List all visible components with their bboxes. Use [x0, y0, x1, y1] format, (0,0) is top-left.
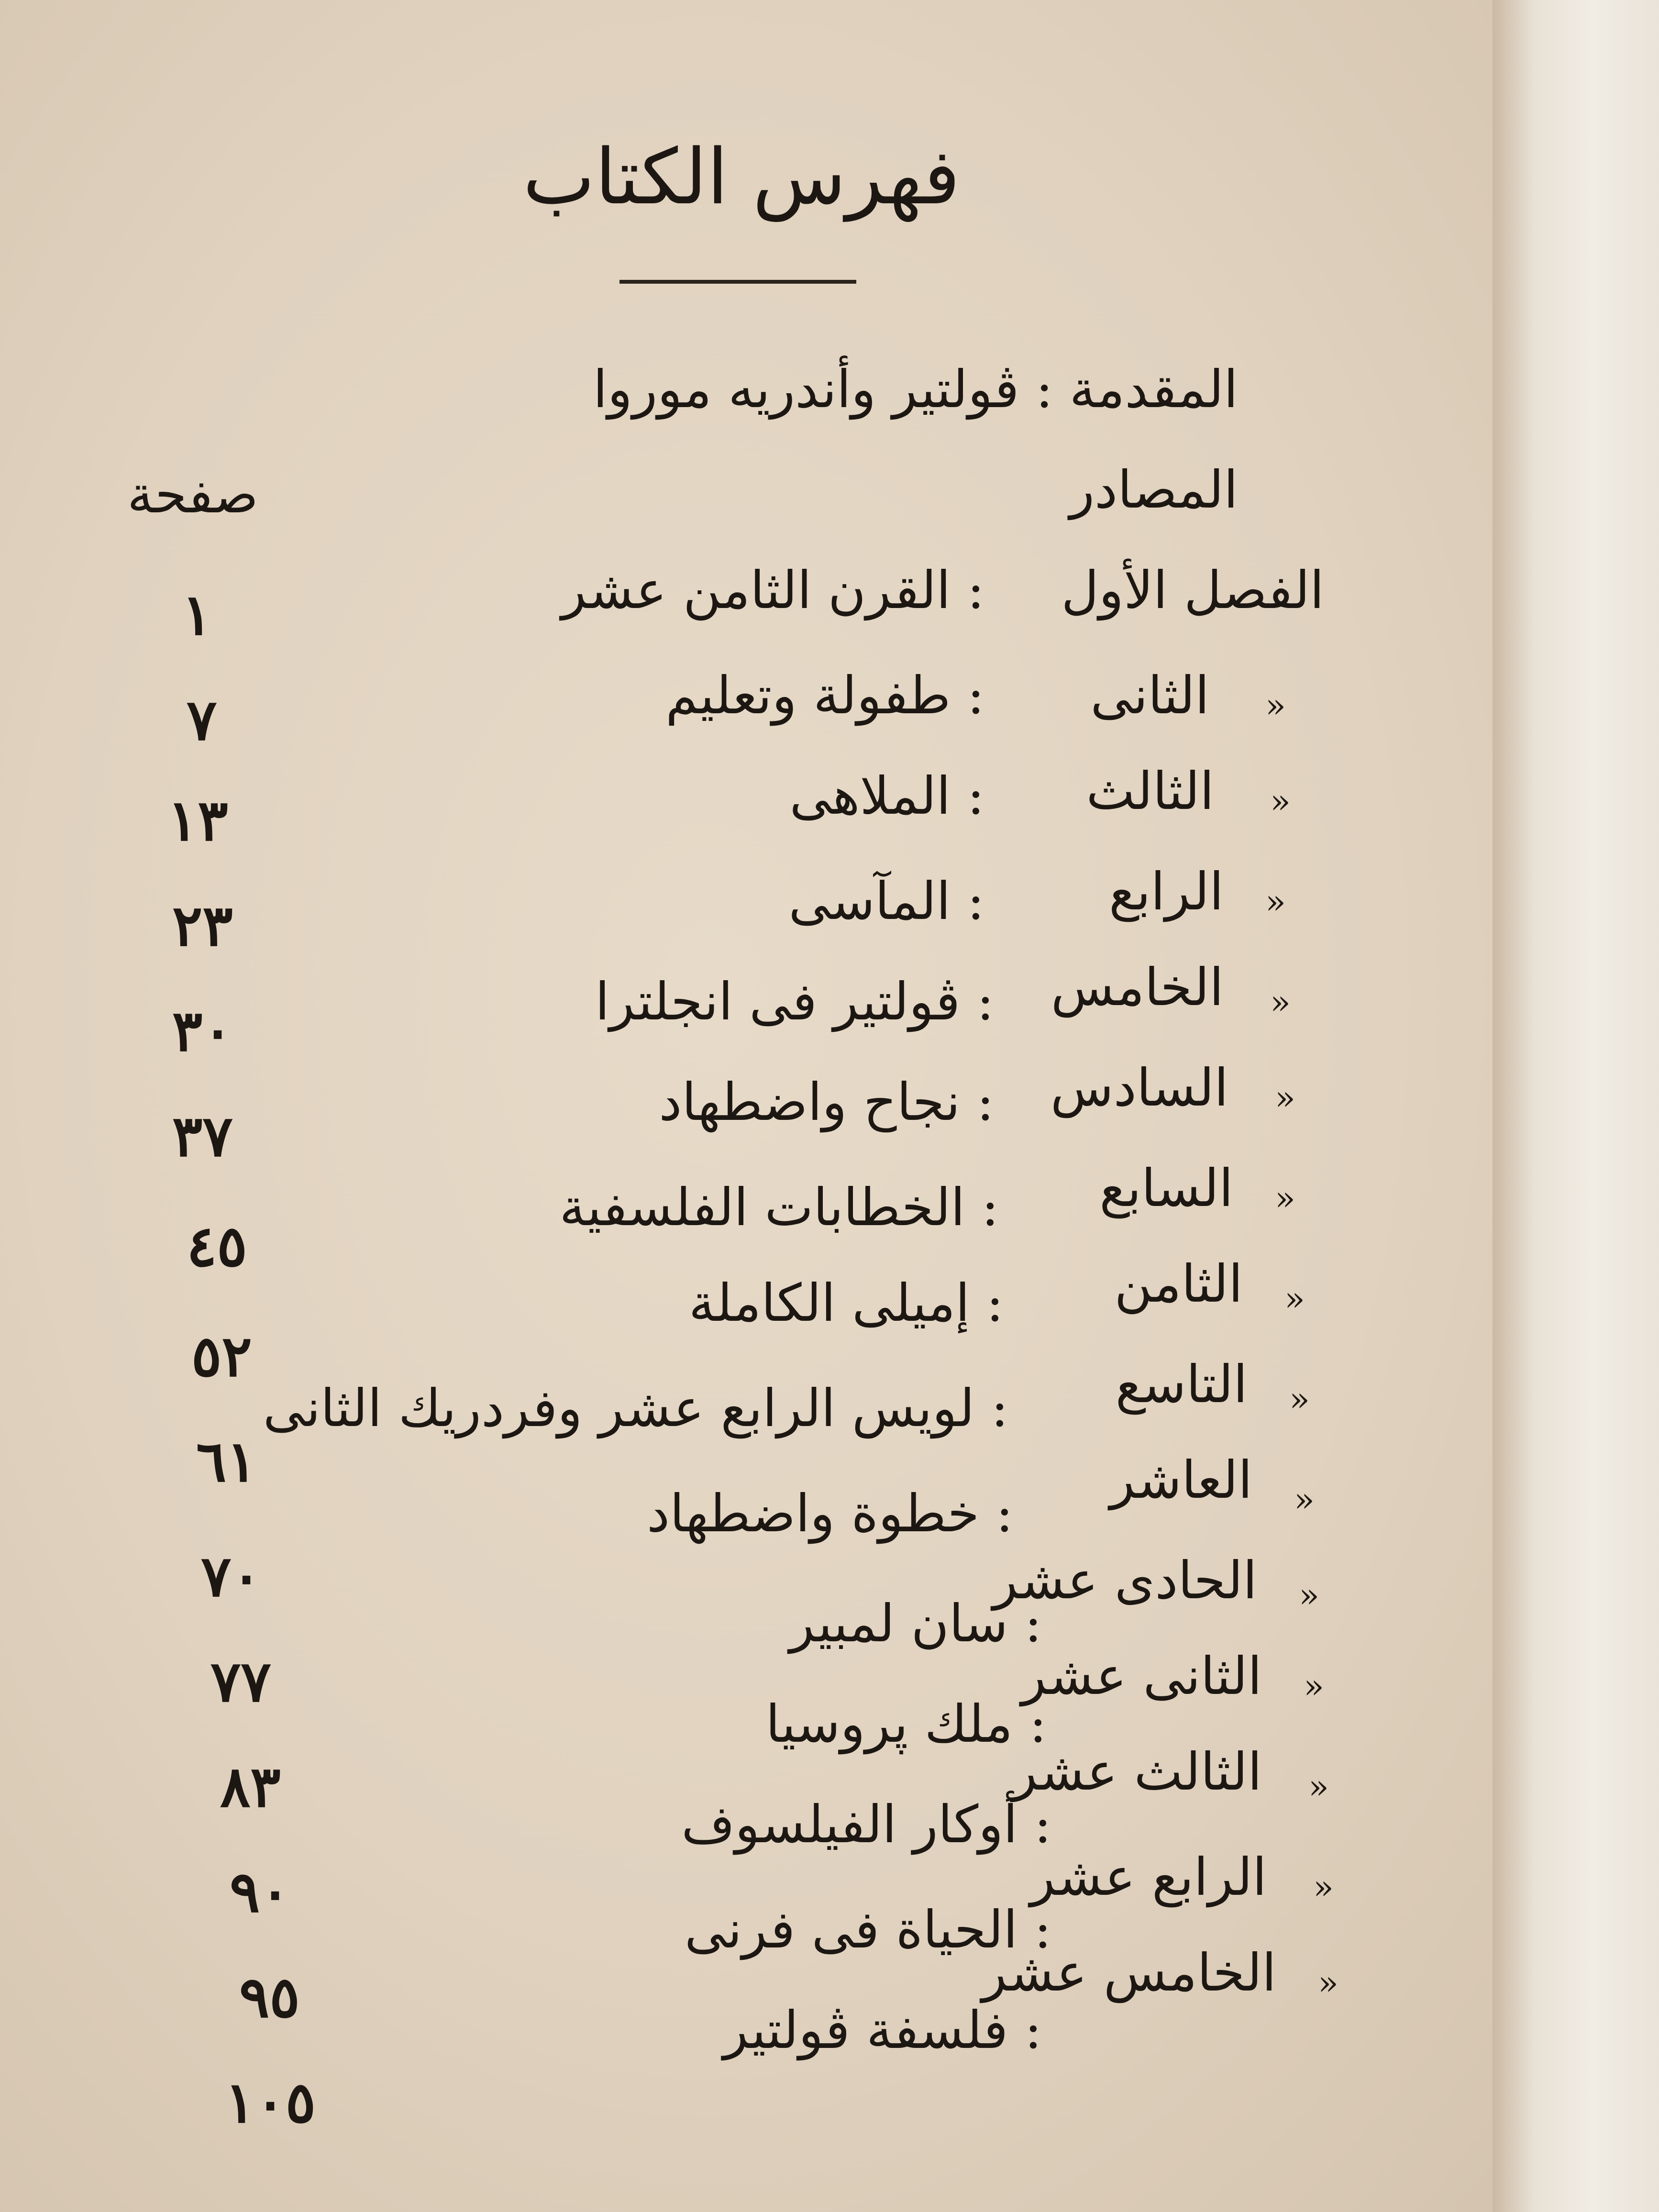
chapter-label: الثامن	[1114, 1254, 1243, 1314]
chapter-title: : نجاح واضطهاد	[659, 1073, 994, 1132]
chapter-label: الثالث عشر	[1012, 1742, 1262, 1802]
chapter-title: : المآسى	[788, 872, 984, 931]
chapter-title: : القرن الثامن عشر	[561, 561, 984, 620]
ditto-mark: «	[1284, 1279, 1305, 1318]
chapter-title: : ڤولتير فى انجلترا	[595, 972, 994, 1032]
chapter-title: : الحياة فى فرنى	[684, 1900, 1051, 1960]
chapter-page-number: ٢٣	[172, 892, 233, 959]
chapter-page-number: ٧٠	[201, 1543, 262, 1609]
chapter-page-number: ١٠٥	[225, 2069, 316, 2135]
ditto-mark: «	[1289, 1380, 1310, 1419]
chapter-page-number: ٦١	[196, 1428, 257, 1494]
chapter-page-number: ٥٢	[191, 1323, 252, 1389]
chapter-page-number: ٣٧	[172, 1103, 233, 1169]
ditto-mark: «	[1299, 1576, 1319, 1615]
ditto-mark: «	[1275, 1179, 1295, 1218]
ditto-mark: «	[1294, 1480, 1315, 1519]
chapter-page-number: ٩٠	[230, 1858, 290, 1925]
ditto-mark: «	[1313, 1868, 1334, 1907]
ditto-mark: «	[1304, 1667, 1324, 1706]
chapter-page-number: ٩٥	[239, 1964, 300, 2030]
chapter-title: : خطوة واضطهاد	[646, 1484, 1013, 1544]
chapter-label: الفصل الأول	[1061, 561, 1324, 620]
chapter-label: الثانى	[1090, 666, 1209, 726]
ditto-mark: «	[1270, 983, 1291, 1022]
chapter-page-number: ٧	[187, 686, 217, 753]
ditto-mark: «	[1270, 782, 1291, 821]
chapter-title: : الملاهى	[789, 766, 984, 826]
chapter-label: التاسع	[1115, 1355, 1248, 1415]
chapter-label: الخامس عشر	[982, 1943, 1276, 2003]
page-edge	[1493, 0, 1659, 2212]
chapter-label: الثالث	[1086, 762, 1214, 821]
chapter-label: الخامس	[1051, 958, 1224, 1018]
chapter-title: : طفولة وتعليم	[665, 666, 984, 726]
chapter-label: السابع	[1099, 1159, 1233, 1218]
chapter-page-number: ٤٥	[187, 1213, 247, 1279]
chapter-page-number: ١	[182, 581, 212, 648]
chapter-title: : فلسفة ڤولتير	[723, 2001, 1042, 2060]
chapter-label: الرابع	[1108, 862, 1224, 922]
chapter-title: : الخطابات الفلسفية	[559, 1178, 999, 1238]
chapter-title: : ملك پروسيا	[765, 1694, 1047, 1754]
ditto-mark: «	[1308, 1767, 1329, 1806]
chapter-page-number: ٧٧	[210, 1648, 271, 1714]
chapter-page-number: ٣٠	[172, 997, 233, 1064]
chapter-label: الرابع عشر	[1030, 1847, 1267, 1907]
chapter-label: العاشر	[1109, 1450, 1252, 1510]
chapter-page-number: ٨٣	[220, 1753, 281, 1820]
toc-title: فهرس الكتاب	[523, 132, 960, 221]
ditto-mark: «	[1318, 1963, 1338, 2002]
sources-entry: المصادر	[1069, 460, 1238, 520]
chapter-label: الحادى عشر	[993, 1551, 1257, 1611]
chapter-label: الثانى عشر	[1021, 1647, 1262, 1706]
chapter-page-number: ١٣	[167, 787, 228, 853]
title-underline	[619, 280, 856, 284]
ditto-mark: «	[1265, 686, 1286, 725]
chapter-title: : إميلى الكاملة	[688, 1273, 1004, 1333]
page-column-header: صفحة	[127, 465, 258, 525]
chapter-title: : سان لمبير	[789, 1594, 1042, 1654]
chapter-title: : أوكار الفيلسوف	[681, 1795, 1051, 1855]
ditto-mark: «	[1275, 1078, 1295, 1117]
chapter-label: السادس	[1050, 1058, 1228, 1118]
ditto-mark: «	[1265, 882, 1286, 921]
intro-entry: المقدمة : ڤولتير وأندريه موروا	[593, 360, 1238, 420]
chapter-title: : لويس الرابع عشر وفردريك الثانى	[263, 1379, 1008, 1438]
